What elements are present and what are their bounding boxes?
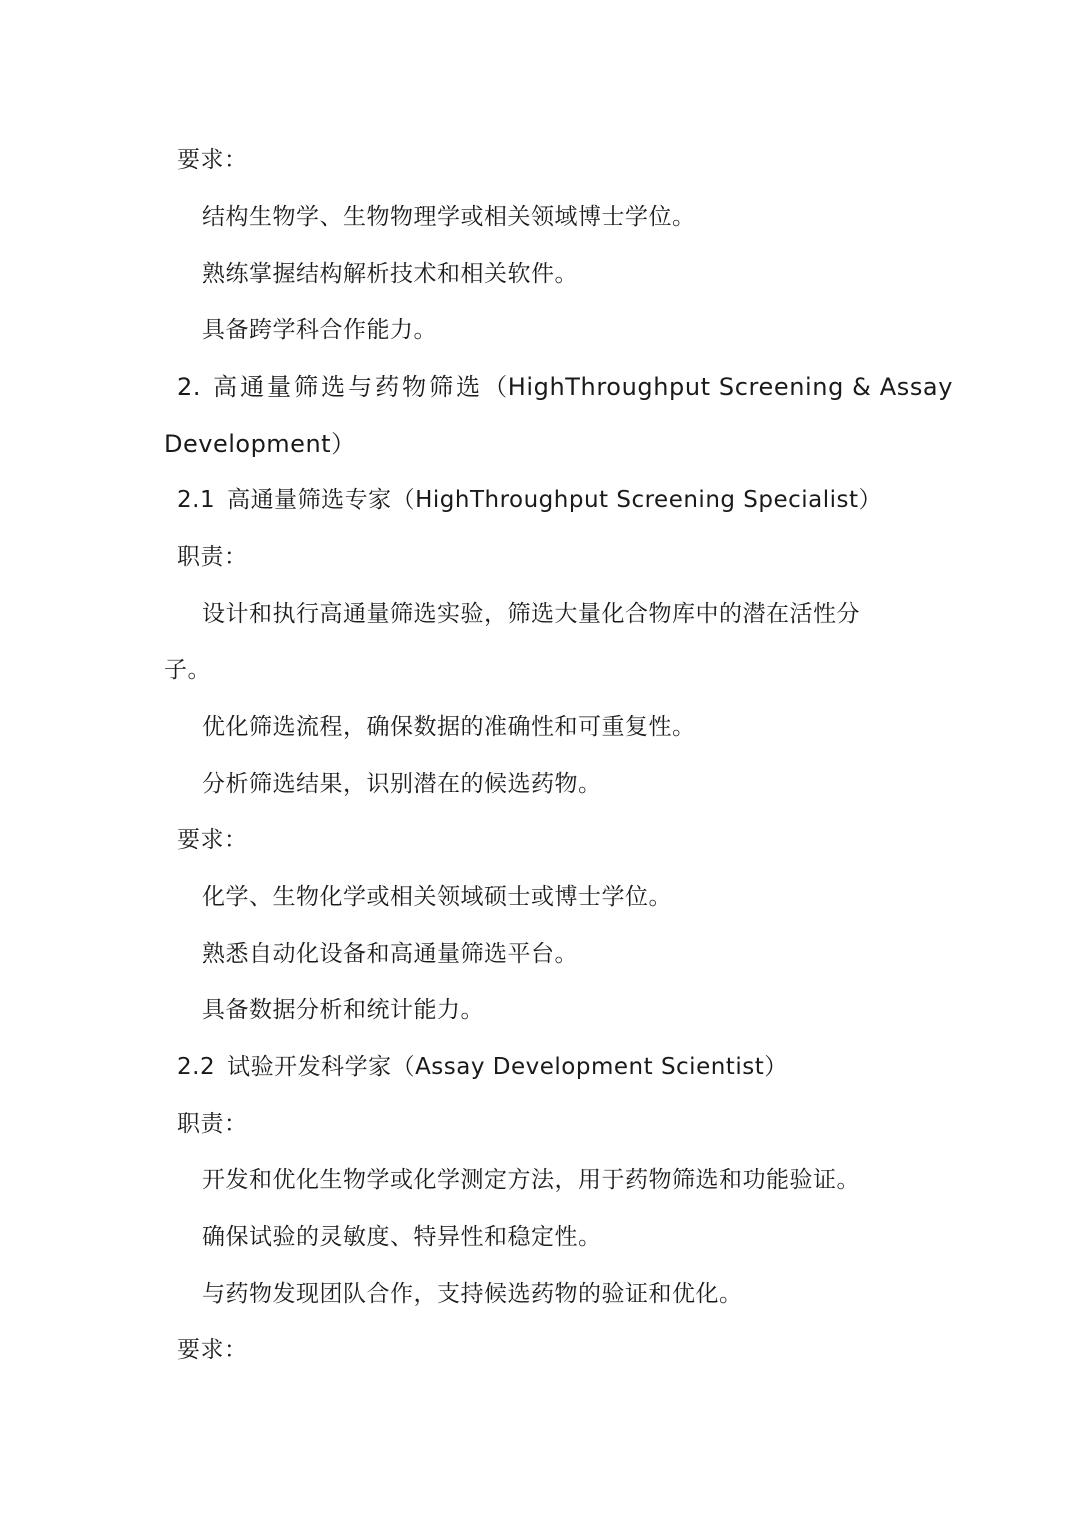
duty-item: 分析筛选结果，识别潜在的候选药物。: [202, 771, 602, 797]
subsection-number: 2.2: [177, 1054, 216, 1080]
subsection-number: 2.1: [177, 487, 216, 513]
section-number: 2.: [177, 373, 202, 401]
duty-item: 确保试验的灵敏度、特异性和稳定性。: [202, 1224, 602, 1250]
subsection-heading: [177, 484, 882, 516]
requirement-item: 熟悉自动化设备和高通量筛选平台。: [202, 941, 578, 967]
requirements-label: 要求：: [177, 1337, 248, 1363]
requirement-item: 化学、生物化学或相关领域硕士或博士学位。: [202, 884, 672, 910]
subsection-title: 试验开发科学家（Assay Development Scientist）: [227, 1054, 788, 1080]
section-title-en: （HighThroughput Screening & Assay: [483, 373, 954, 401]
requirements-label: 要求：: [177, 147, 248, 173]
subsection-heading: [177, 1051, 788, 1083]
duty-item: 与药物发现团队合作，支持候选药物的验证和优化。: [202, 1281, 743, 1307]
duty-item-continuation: 子。: [164, 657, 211, 683]
section-heading-continuation: Development）: [164, 430, 356, 458]
section-heading: [177, 371, 953, 403]
duty-item: 设计和执行高通量筛选实验，筛选大量化合物库中的潜在活性分: [202, 601, 860, 627]
requirements-label: 要求：: [177, 827, 248, 853]
duties-label: 职责：: [177, 544, 248, 570]
requirement-item: 具备数据分析和统计能力。: [202, 997, 484, 1023]
requirement-item: 熟练掌握结构解析技术和相关软件。: [202, 261, 578, 287]
duty-item: 开发和优化生物学或化学测定方法，用于药物筛选和功能验证。: [202, 1167, 860, 1193]
requirement-item: 具备跨学科合作能力。: [202, 317, 437, 343]
section-title-zh: 高通量筛选与药物筛选: [213, 373, 484, 401]
duty-item: 优化筛选流程，确保数据的准确性和可重复性。: [202, 714, 696, 740]
subsection-title: 高通量筛选专家（HighThroughput Screening Specialist）: [227, 487, 883, 513]
requirement-item: 结构生物学、生物物理学或相关领域博士学位。: [202, 204, 696, 230]
duties-label: 职责：: [177, 1111, 248, 1137]
